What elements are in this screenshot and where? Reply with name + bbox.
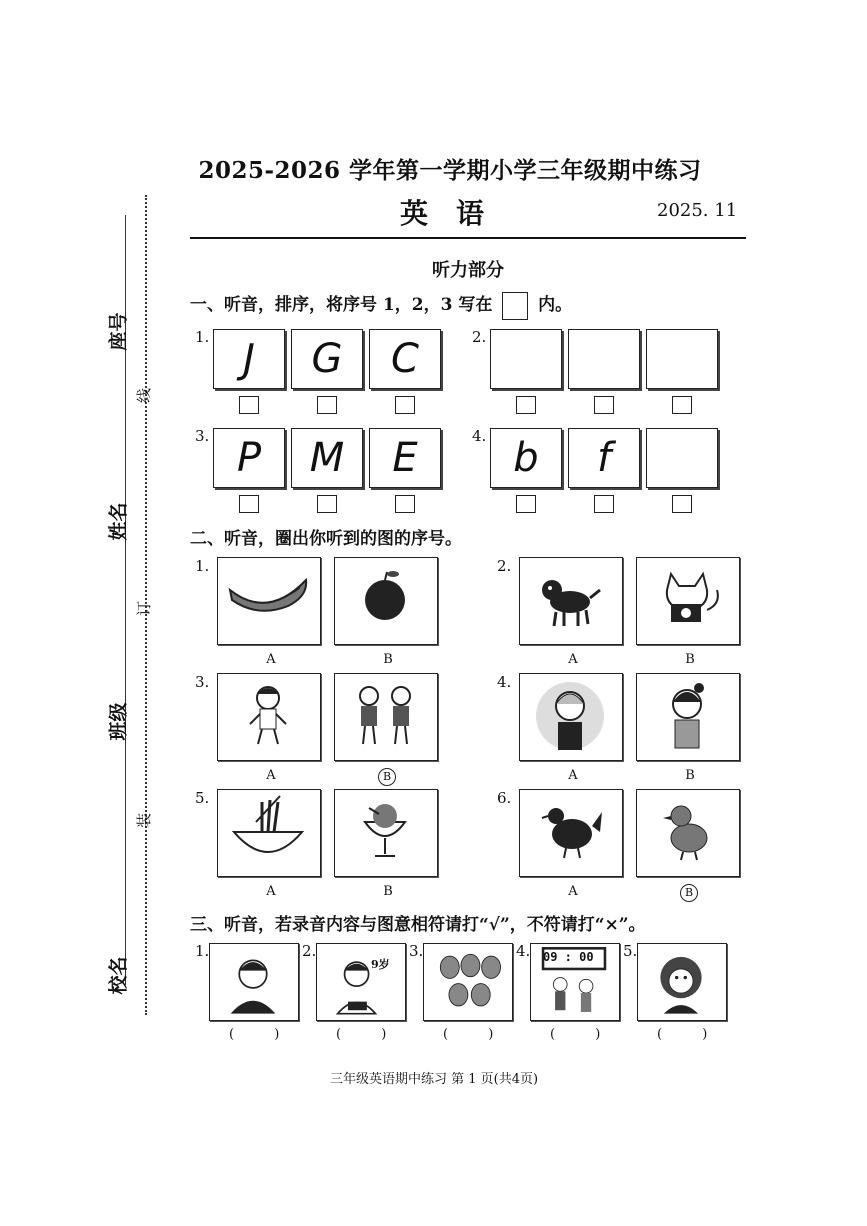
answer-box[interactable] [516, 495, 536, 513]
apple-icon [335, 558, 435, 642]
letter-card: C [369, 329, 441, 389]
noodles-icon [218, 790, 318, 874]
boy-age-icon [317, 944, 403, 1018]
part1-instruction-text: 一、听音，排序，将序号 1，2，3 写在 [190, 295, 493, 315]
sidebar-ding-mark: 订 [135, 600, 154, 617]
part1-question-number: 4. [472, 427, 487, 445]
sidebar-zhuang-mark: 装 [135, 812, 154, 829]
girl-icon [218, 674, 318, 758]
answer-parentheses[interactable]: ( ) [550, 1027, 619, 1042]
answer-box[interactable] [594, 495, 614, 513]
part2-question-number: 4. [497, 673, 512, 691]
chicken-icon [520, 790, 620, 874]
boy-icon [210, 944, 296, 1018]
answer-parentheses[interactable]: ( ) [229, 1027, 298, 1042]
picture-option[interactable] [519, 673, 623, 761]
answer-box[interactable] [672, 396, 692, 414]
picture-frame [637, 943, 727, 1021]
sidebar-line-mark: 线 [135, 387, 154, 404]
letter-card: G [291, 329, 363, 389]
exam-title: 2025-2026 学年第一学期小学三年级期中练习 [198, 157, 702, 184]
answer-box[interactable] [239, 495, 259, 513]
picture-frame [316, 943, 406, 1021]
section-heading: 听力部分 [432, 260, 504, 281]
header-divider [190, 237, 746, 239]
picture-option[interactable] [519, 789, 623, 877]
picture-option[interactable] [334, 673, 438, 761]
picture-frame [209, 943, 299, 1021]
two-boys-icon [335, 674, 435, 758]
picture-option[interactable] [636, 673, 740, 761]
option-label: A [266, 768, 276, 783]
part1-instruction-end: 内。 [538, 295, 573, 315]
letter-card: b [490, 428, 562, 488]
answer-parentheses[interactable]: ( ) [657, 1027, 726, 1042]
letter-card [646, 428, 718, 488]
duck-icon [637, 790, 737, 874]
sidebar-class-label: 班级 [107, 702, 130, 741]
picture-frame [530, 943, 620, 1021]
letter-card: P [213, 428, 285, 488]
part2-instruction: 二、听音，圈出你听到的图的序号。 [190, 529, 462, 549]
picture-option[interactable] [636, 557, 740, 645]
answer-parentheses[interactable]: ( ) [336, 1027, 405, 1042]
sidebar-seat-label: 座号 [107, 312, 130, 351]
letter-card: J [213, 329, 285, 389]
part2-question-number: 5. [195, 789, 210, 807]
answer-box[interactable] [317, 495, 337, 513]
picture-frame [423, 943, 513, 1021]
option-label-circled: B [680, 884, 698, 902]
girl-icon [637, 674, 737, 758]
option-label: B [383, 652, 393, 667]
sidebar-name-label: 姓名 [107, 502, 130, 541]
answer-box-icon [502, 292, 528, 320]
lion-icon [638, 944, 724, 1018]
answer-box[interactable] [395, 495, 415, 513]
part1-question-number: 3. [195, 427, 210, 445]
option-label: A [266, 652, 276, 667]
answer-box[interactable] [239, 396, 259, 414]
answer-box[interactable] [395, 396, 415, 414]
option-label: A [568, 652, 578, 667]
option-label: B [383, 884, 393, 899]
option-label: A [568, 884, 578, 899]
exam-date: 2025. 11 [657, 200, 738, 221]
option-label: A [568, 768, 578, 783]
dog-icon [520, 558, 620, 642]
picture-option[interactable] [217, 557, 321, 645]
part2-question-number: 6. [497, 789, 512, 807]
option-label: B [685, 652, 695, 667]
picture-option[interactable] [636, 789, 740, 877]
page-footer: 三年级英语期中练习 第 1 页(共4页) [330, 1072, 539, 1087]
part3-question-number: 5. [623, 942, 638, 960]
part3-question-number: 4. [516, 942, 531, 960]
letter-card [490, 329, 562, 389]
part3-question-number: 3. [409, 942, 424, 960]
picture-option[interactable] [217, 673, 321, 761]
picture-option[interactable] [334, 789, 438, 877]
part1-question-number: 2. [472, 328, 487, 346]
part3-question-number: 2. [302, 942, 317, 960]
letter-card: M [291, 428, 363, 488]
letter-card [568, 329, 640, 389]
subject-title: 英语 [400, 197, 513, 230]
letter-card: f [568, 428, 640, 488]
picture-caption: 09 : 00 [543, 950, 594, 964]
letter-card: E [369, 428, 441, 488]
option-label-circled: B [378, 768, 396, 786]
picture-option[interactable] [334, 557, 438, 645]
part1-question-number: 1. [195, 328, 210, 346]
woman-icon [520, 674, 620, 758]
part3-question-number: 1. [195, 942, 210, 960]
ice-cream-icon [335, 790, 435, 874]
banana-icon [218, 558, 318, 642]
picture-option[interactable] [217, 789, 321, 877]
picture-option[interactable] [519, 557, 623, 645]
option-label: A [266, 884, 276, 899]
eggs-icon [424, 944, 510, 1018]
answer-box[interactable] [594, 396, 614, 414]
cat-icon [637, 558, 737, 642]
part2-question-number: 1. [195, 557, 210, 575]
answer-box[interactable] [516, 396, 536, 414]
part2-question-number: 3. [195, 673, 210, 691]
part1-instruction [190, 290, 572, 320]
part2-question-number: 2. [497, 557, 512, 575]
letter-card [646, 329, 718, 389]
option-label: B [685, 768, 695, 783]
answer-parentheses[interactable]: ( ) [443, 1027, 512, 1042]
sidebar-school-label: 校名 [107, 956, 130, 995]
answer-box[interactable] [317, 396, 337, 414]
picture-caption: 9岁 [371, 958, 390, 971]
answer-box[interactable] [672, 495, 692, 513]
part3-instruction: 三、听音，若录音内容与图意相符请打“√”，不符请打“×”。 [190, 915, 646, 935]
